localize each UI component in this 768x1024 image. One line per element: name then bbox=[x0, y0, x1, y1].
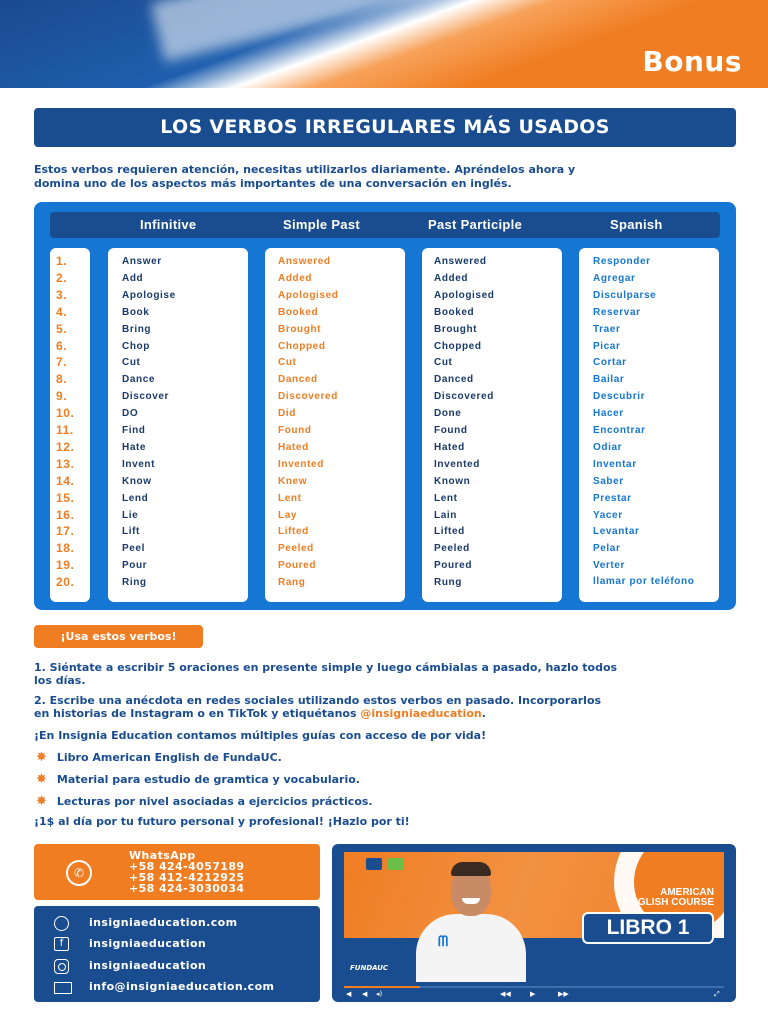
infinitive-cell: Lie bbox=[122, 509, 139, 521]
past-participle-cell: Lain bbox=[434, 509, 457, 521]
past-participle-cell: Lifted bbox=[434, 526, 465, 538]
spanish-cell: Odiar bbox=[593, 441, 623, 453]
past-participle-cell: Lent bbox=[434, 492, 458, 504]
infinitive-cell: Ring bbox=[122, 577, 147, 589]
row-number: 15. bbox=[56, 490, 75, 505]
verbs-table bbox=[34, 202, 736, 610]
past-participle-cell: Done bbox=[434, 408, 462, 420]
simple-past-cell: Found bbox=[278, 425, 312, 436]
row-number: 13. bbox=[56, 456, 75, 471]
page-title: LOS VERBOS IRREGULARES MÁS USADOS bbox=[34, 108, 736, 147]
row-number: 16. bbox=[56, 507, 75, 522]
task-2-text: en historias de Instagram o en TikTok y etiquétanos bbox=[34, 707, 361, 720]
infinitive-cell: Book bbox=[122, 306, 150, 318]
simple-past-cell: Answered bbox=[278, 256, 331, 267]
task-2-end: . bbox=[481, 707, 486, 720]
past-participle-cell: Apologised bbox=[434, 289, 495, 301]
intro-text bbox=[34, 163, 734, 191]
row-number: 8. bbox=[56, 372, 68, 387]
row-number: 12. bbox=[56, 439, 75, 454]
header-infinitive: Infinitive bbox=[140, 217, 197, 232]
course-name bbox=[564, 888, 714, 908]
infinitive-cell: Peel bbox=[122, 543, 145, 555]
simple-past-cell: Danced bbox=[278, 374, 318, 386]
hair bbox=[451, 862, 491, 876]
spanish-cell: Disculparse bbox=[593, 289, 657, 301]
rewind-icon[interactable]: ◀◀ bbox=[500, 990, 511, 998]
row-number: 6. bbox=[56, 338, 68, 353]
whatsapp-box[interactable] bbox=[34, 844, 320, 900]
star-icon: ✸ bbox=[36, 750, 47, 765]
simple-past-cell: Knew bbox=[278, 475, 308, 487]
infinitive-cell: Discover bbox=[122, 391, 170, 403]
spanish-cell: Inventar bbox=[593, 458, 637, 470]
row-number: 4. bbox=[56, 304, 68, 319]
spanish-cell: Yacer bbox=[593, 509, 623, 521]
star-icon: ✸ bbox=[36, 772, 47, 787]
spanish-cell: Prestar bbox=[593, 492, 632, 504]
past-participle-cell: Poured bbox=[434, 560, 473, 572]
infinitive-cell: Know bbox=[122, 475, 152, 487]
simple-past-cell: Chopped bbox=[278, 340, 326, 352]
website-link[interactable] bbox=[34, 914, 320, 934]
bonus-label: Bonus bbox=[642, 45, 742, 78]
task-1-line-1: 1. Siéntate a escribir 5 oraciones en presente simple y luego cámbialas a pasado, hazlo todos bbox=[34, 661, 618, 674]
simple-past-cell: Cut bbox=[278, 357, 297, 369]
instagram-link[interactable] bbox=[34, 957, 320, 977]
past-participle-cell: Found bbox=[434, 425, 468, 436]
task-1-line-2: los días. bbox=[34, 674, 86, 687]
bullet-text: Material para estudio de gramtica y vocabulario. bbox=[56, 773, 360, 786]
infinitive-cell: DO bbox=[122, 408, 139, 420]
spanish-cell: Descubrir bbox=[593, 391, 646, 403]
spanish-cell: Encontrar bbox=[593, 425, 646, 436]
past-participle-cell: Invented bbox=[434, 458, 480, 470]
progress-bar[interactable] bbox=[344, 986, 724, 988]
spanish-cell: Reservar bbox=[593, 306, 641, 318]
bullet-item bbox=[36, 750, 282, 765]
simple-past-cell: Did bbox=[278, 408, 296, 420]
spanish-cell: Picar bbox=[593, 340, 621, 352]
mail-icon bbox=[54, 982, 72, 994]
column-numbers bbox=[50, 248, 90, 602]
simple-past-cell: Invented bbox=[278, 458, 324, 470]
simple-past-cell: Apologised bbox=[278, 289, 339, 301]
past-participle-cell: Cut bbox=[434, 357, 453, 369]
crown-badge-icon bbox=[366, 858, 382, 870]
instagram-icon bbox=[54, 959, 69, 974]
spanish-cell: Responder bbox=[593, 256, 651, 267]
header-past-participle: Past Participle bbox=[428, 217, 523, 232]
progress-fill bbox=[344, 986, 420, 988]
course-video[interactable] bbox=[332, 844, 736, 1002]
simple-past-cell: Lent bbox=[278, 492, 302, 504]
spanish-cell: Levantar bbox=[593, 526, 640, 538]
facebook-icon: f bbox=[54, 937, 69, 951]
row-number: 7. bbox=[56, 355, 68, 370]
simple-past-cell: Lay bbox=[278, 509, 298, 521]
whatsapp-icon: ✆ bbox=[66, 860, 92, 886]
social-links bbox=[34, 906, 320, 1002]
simple-past-cell: Brought bbox=[278, 323, 322, 335]
row-number: 17. bbox=[56, 524, 75, 539]
instagram-text: insigniaeducation bbox=[89, 959, 207, 972]
fundauc-logo: FUNDAUC bbox=[350, 964, 389, 972]
whatsapp-info bbox=[129, 850, 244, 894]
column-spanish bbox=[579, 248, 719, 602]
row-number: 9. bbox=[56, 389, 68, 404]
guides-intro: ¡En Insignia Education contamos múltiples guías con acceso de por vida! bbox=[34, 729, 487, 742]
infinitive-cell: Dance bbox=[122, 374, 156, 386]
shirt-logo-icon: ᗰ bbox=[438, 934, 449, 950]
simple-past-cell: Lifted bbox=[278, 526, 309, 538]
spanish-cell: Verter bbox=[593, 560, 625, 572]
past-participle-cell: Answered bbox=[434, 256, 487, 267]
skip-back-icon[interactable]: ◀ bbox=[362, 990, 368, 998]
infinitive-cell: Pour bbox=[122, 560, 148, 572]
header-banner bbox=[0, 0, 768, 88]
row-number: 19. bbox=[56, 558, 75, 573]
task-1 bbox=[34, 661, 734, 687]
column-infinitive bbox=[108, 248, 248, 602]
header-spanish: Spanish bbox=[610, 217, 663, 232]
task-2-line-1: 2. Escribe una anécdota en redes sociales utilizando estos verbos en pasado. Incorporarlos bbox=[34, 694, 602, 707]
play-small-icon[interactable]: ◀ bbox=[346, 990, 352, 998]
past-participle-cell: Chopped bbox=[434, 340, 482, 352]
volume-icon[interactable]: ◂) bbox=[376, 990, 383, 998]
spanish-cell: Agregar bbox=[593, 272, 636, 284]
row-number: 11. bbox=[56, 423, 74, 437]
infinitive-cell: Find bbox=[122, 425, 146, 436]
instagram-handle-link[interactable]: @insigniaeducation bbox=[360, 707, 482, 720]
simple-past-cell: Rang bbox=[278, 577, 306, 589]
column-simple-past bbox=[265, 248, 405, 602]
row-number: 1. bbox=[56, 254, 68, 268]
past-participle-cell: Known bbox=[434, 475, 471, 487]
row-number: 2. bbox=[56, 270, 68, 285]
spanish-cell: Pelar bbox=[593, 543, 621, 555]
simple-past-cell: Booked bbox=[278, 306, 319, 318]
simple-past-cell: Hated bbox=[278, 441, 309, 453]
simple-past-cell: Added bbox=[278, 272, 313, 284]
video-controls bbox=[344, 986, 724, 998]
infinitive-cell: Bring bbox=[122, 323, 152, 335]
simple-past-cell: Peeled bbox=[278, 543, 314, 555]
bullet-item bbox=[36, 772, 360, 787]
past-participle-cell: Booked bbox=[434, 306, 475, 318]
slogan: ¡1$ al día por tu futuro personal y profesional! ¡Hazlo por ti! bbox=[34, 815, 410, 828]
phone-number[interactable]: +58 412-4212925 bbox=[129, 871, 245, 884]
video-thumbnail[interactable] bbox=[344, 852, 724, 982]
spanish-cell: Saber bbox=[593, 475, 624, 487]
phone-number[interactable]: +58 424-3030034 bbox=[129, 882, 245, 895]
use-verbs-button[interactable]: ¡Usa estos verbos! bbox=[34, 625, 203, 648]
bullet-text: Libro American English de FundaUC. bbox=[56, 751, 282, 764]
bullet-text: Lecturas por nivel asociadas a ejercicios prácticos. bbox=[56, 795, 373, 808]
shirt bbox=[416, 914, 526, 982]
infinitive-cell: Lift bbox=[122, 526, 140, 538]
infinitive-cell: Hate bbox=[122, 441, 147, 453]
task-2-line-2 bbox=[34, 707, 734, 720]
intro-line-2: domina uno de los aspectos más importantes de una conversación en inglés. bbox=[34, 177, 512, 190]
spanish-cell: llamar por teléfono bbox=[593, 576, 695, 588]
facebook-text: insigniaeducation bbox=[89, 937, 207, 950]
row-number: 5. bbox=[56, 321, 68, 336]
whatsapp-title: WhatsApp bbox=[129, 849, 196, 862]
infinitive-cell: Apologise bbox=[122, 289, 176, 301]
forward-icon[interactable]: ▶▶ bbox=[558, 990, 569, 998]
email-text: info@insigniaeducation.com bbox=[89, 980, 275, 993]
row-number: 14. bbox=[56, 473, 75, 488]
simple-past-cell: Poured bbox=[278, 560, 317, 572]
task-2 bbox=[34, 694, 734, 720]
table-header bbox=[50, 212, 720, 238]
infinitive-cell: Invent bbox=[122, 458, 156, 470]
phone-number[interactable]: +58 424-4057189 bbox=[129, 860, 245, 873]
thumbnail-band bbox=[344, 938, 724, 982]
book-label: LIBRO 1 bbox=[582, 912, 714, 944]
play-icon[interactable]: ▶ bbox=[530, 990, 536, 998]
globe-icon bbox=[54, 916, 69, 931]
past-participle-cell: Peeled bbox=[434, 543, 470, 555]
infinitive-cell: Add bbox=[122, 272, 144, 284]
spanish-cell: Cortar bbox=[593, 357, 627, 369]
row-number: 18. bbox=[56, 541, 75, 556]
infinitive-cell: Chop bbox=[122, 340, 150, 352]
infinitive-cell: Lend bbox=[122, 492, 149, 504]
row-number: 10. bbox=[56, 406, 75, 421]
infinitive-cell: Cut bbox=[122, 357, 141, 369]
past-participle-cell: Discovered bbox=[434, 391, 494, 403]
past-participle-cell: Brought bbox=[434, 323, 478, 335]
past-participle-cell: Hated bbox=[434, 441, 465, 453]
spanish-cell: Hacer bbox=[593, 408, 624, 420]
infinitive-cell: Answer bbox=[122, 256, 162, 267]
chat-badge-icon bbox=[388, 858, 404, 870]
course-line-2: ENGLISH COURSE bbox=[623, 897, 714, 908]
row-number: 3. bbox=[56, 287, 68, 302]
row-number: 20. bbox=[56, 575, 75, 590]
spanish-cell: Traer bbox=[593, 323, 621, 335]
website-text: insigniaeducation.com bbox=[89, 916, 238, 929]
email-link[interactable] bbox=[34, 978, 320, 998]
facebook-link[interactable] bbox=[34, 935, 320, 955]
past-participle-cell: Danced bbox=[434, 374, 474, 386]
header-decoration bbox=[150, 0, 669, 62]
past-participle-cell: Added bbox=[434, 272, 469, 284]
fullscreen-icon[interactable]: ⤢ bbox=[714, 990, 720, 998]
column-past-participle bbox=[422, 248, 562, 602]
bullet-item bbox=[36, 794, 373, 809]
spanish-cell: Bailar bbox=[593, 374, 625, 386]
intro-line-1: Estos verbos requieren atención, necesitas utilizarlos diariamente. Apréndelos ahora y bbox=[34, 163, 576, 176]
past-participle-cell: Rung bbox=[434, 577, 462, 589]
star-icon: ✸ bbox=[36, 794, 47, 809]
simple-past-cell: Discovered bbox=[278, 391, 338, 403]
course-line-1: AMERICAN bbox=[660, 887, 714, 898]
header-simple-past: Simple Past bbox=[283, 217, 360, 232]
presenter-photo bbox=[416, 862, 526, 982]
